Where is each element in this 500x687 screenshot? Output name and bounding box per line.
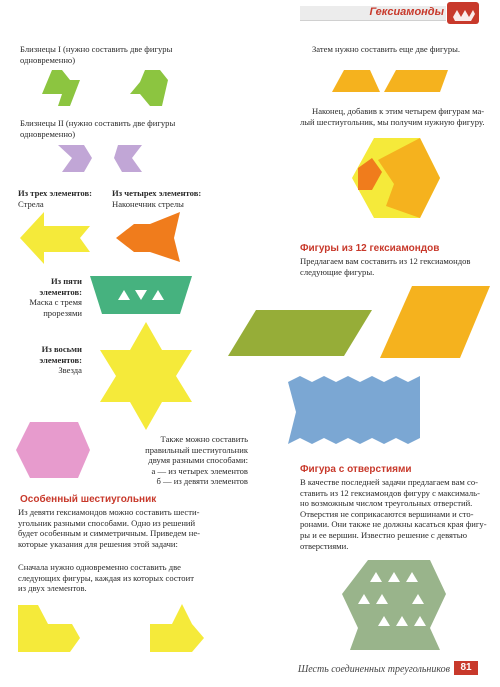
right-finally: Наконец, добавив к этим четырем фигурам ма- лый шестиугольник, мы получим нужную фигуру. xyxy=(300,106,485,127)
twins2-figure-b xyxy=(114,145,142,172)
special-hexagon-text: Из девяти гексиамондов можно составить шести- угольник разными способами. Одно из решений будет особенным и симметричным. Приведем не- которые указания для решения этой задачи: xyxy=(18,507,201,549)
right-piece-a xyxy=(332,70,380,92)
eight-caption: Из восьми элементов: Звезда xyxy=(39,344,82,376)
zigzag-figure xyxy=(288,376,420,444)
star-figure xyxy=(100,322,192,430)
hexagon-note: Также можно составить правильный шестиугольник двумя разными способами: а — из четырех элементов б — из девяти элементов xyxy=(145,434,248,487)
special-part-a xyxy=(18,605,80,652)
arrow-figure xyxy=(20,212,90,264)
twins2-figure-a xyxy=(58,145,92,172)
footer-text: Шесть соединенных треугольников xyxy=(297,664,450,675)
olive-parallelogram xyxy=(228,310,372,356)
special-hexagon-text-2: Сначала нужно одновременно составить две следующих фигуры, каждая из которых состоит из двух элементов. xyxy=(18,562,194,594)
twins1-figure-a xyxy=(42,70,80,106)
twelve-text: Предлагаем вам составить из 12 гексиамондов следующие фигуры. xyxy=(300,256,471,277)
twelve-heading: Фигуры из 12 гексиамондов xyxy=(300,243,440,254)
four-caption: Из четырех элементов: Наконечник стрелы xyxy=(112,188,202,209)
special-hexagon-heading: Особенный шестиугольник xyxy=(20,494,157,505)
arrowhead-figure xyxy=(116,212,180,262)
holes-heading: Фигура с отверстиями xyxy=(300,464,412,475)
amber-parallelogram xyxy=(380,286,490,358)
twins2-caption: Близнецы II (нужно составить две фигуры одновременно) xyxy=(20,118,176,139)
page-number: 81 xyxy=(454,661,478,675)
right-intro: Затем нужно составить еще две фигуры. xyxy=(312,44,461,54)
twins1-figure-b xyxy=(130,70,168,106)
three-caption: Из трех элементов: Стрела xyxy=(18,188,92,209)
special-part-b xyxy=(150,604,204,652)
right-piece-b xyxy=(384,70,448,92)
holes-text: В качестве последней задачи предлагаем вам со- ставить из 12 гексиамондов фигуру с максималь- но возможным числом треугольных отверстий. Отверстия не соприкасаются вершинами и сто- ронами. Они также не должны касаться края фигу- ры и ее вершин. Известно решение с девятью отверстиями. xyxy=(300,477,487,551)
hexagon-figure xyxy=(16,422,90,478)
twins1-caption: Близнецы I (нужно составить две фигуры одновременно) xyxy=(20,44,173,65)
header-title: Гексиамонды xyxy=(369,6,444,18)
five-caption: Из пяти элементов: Маска с тремя прорезями xyxy=(29,276,82,318)
